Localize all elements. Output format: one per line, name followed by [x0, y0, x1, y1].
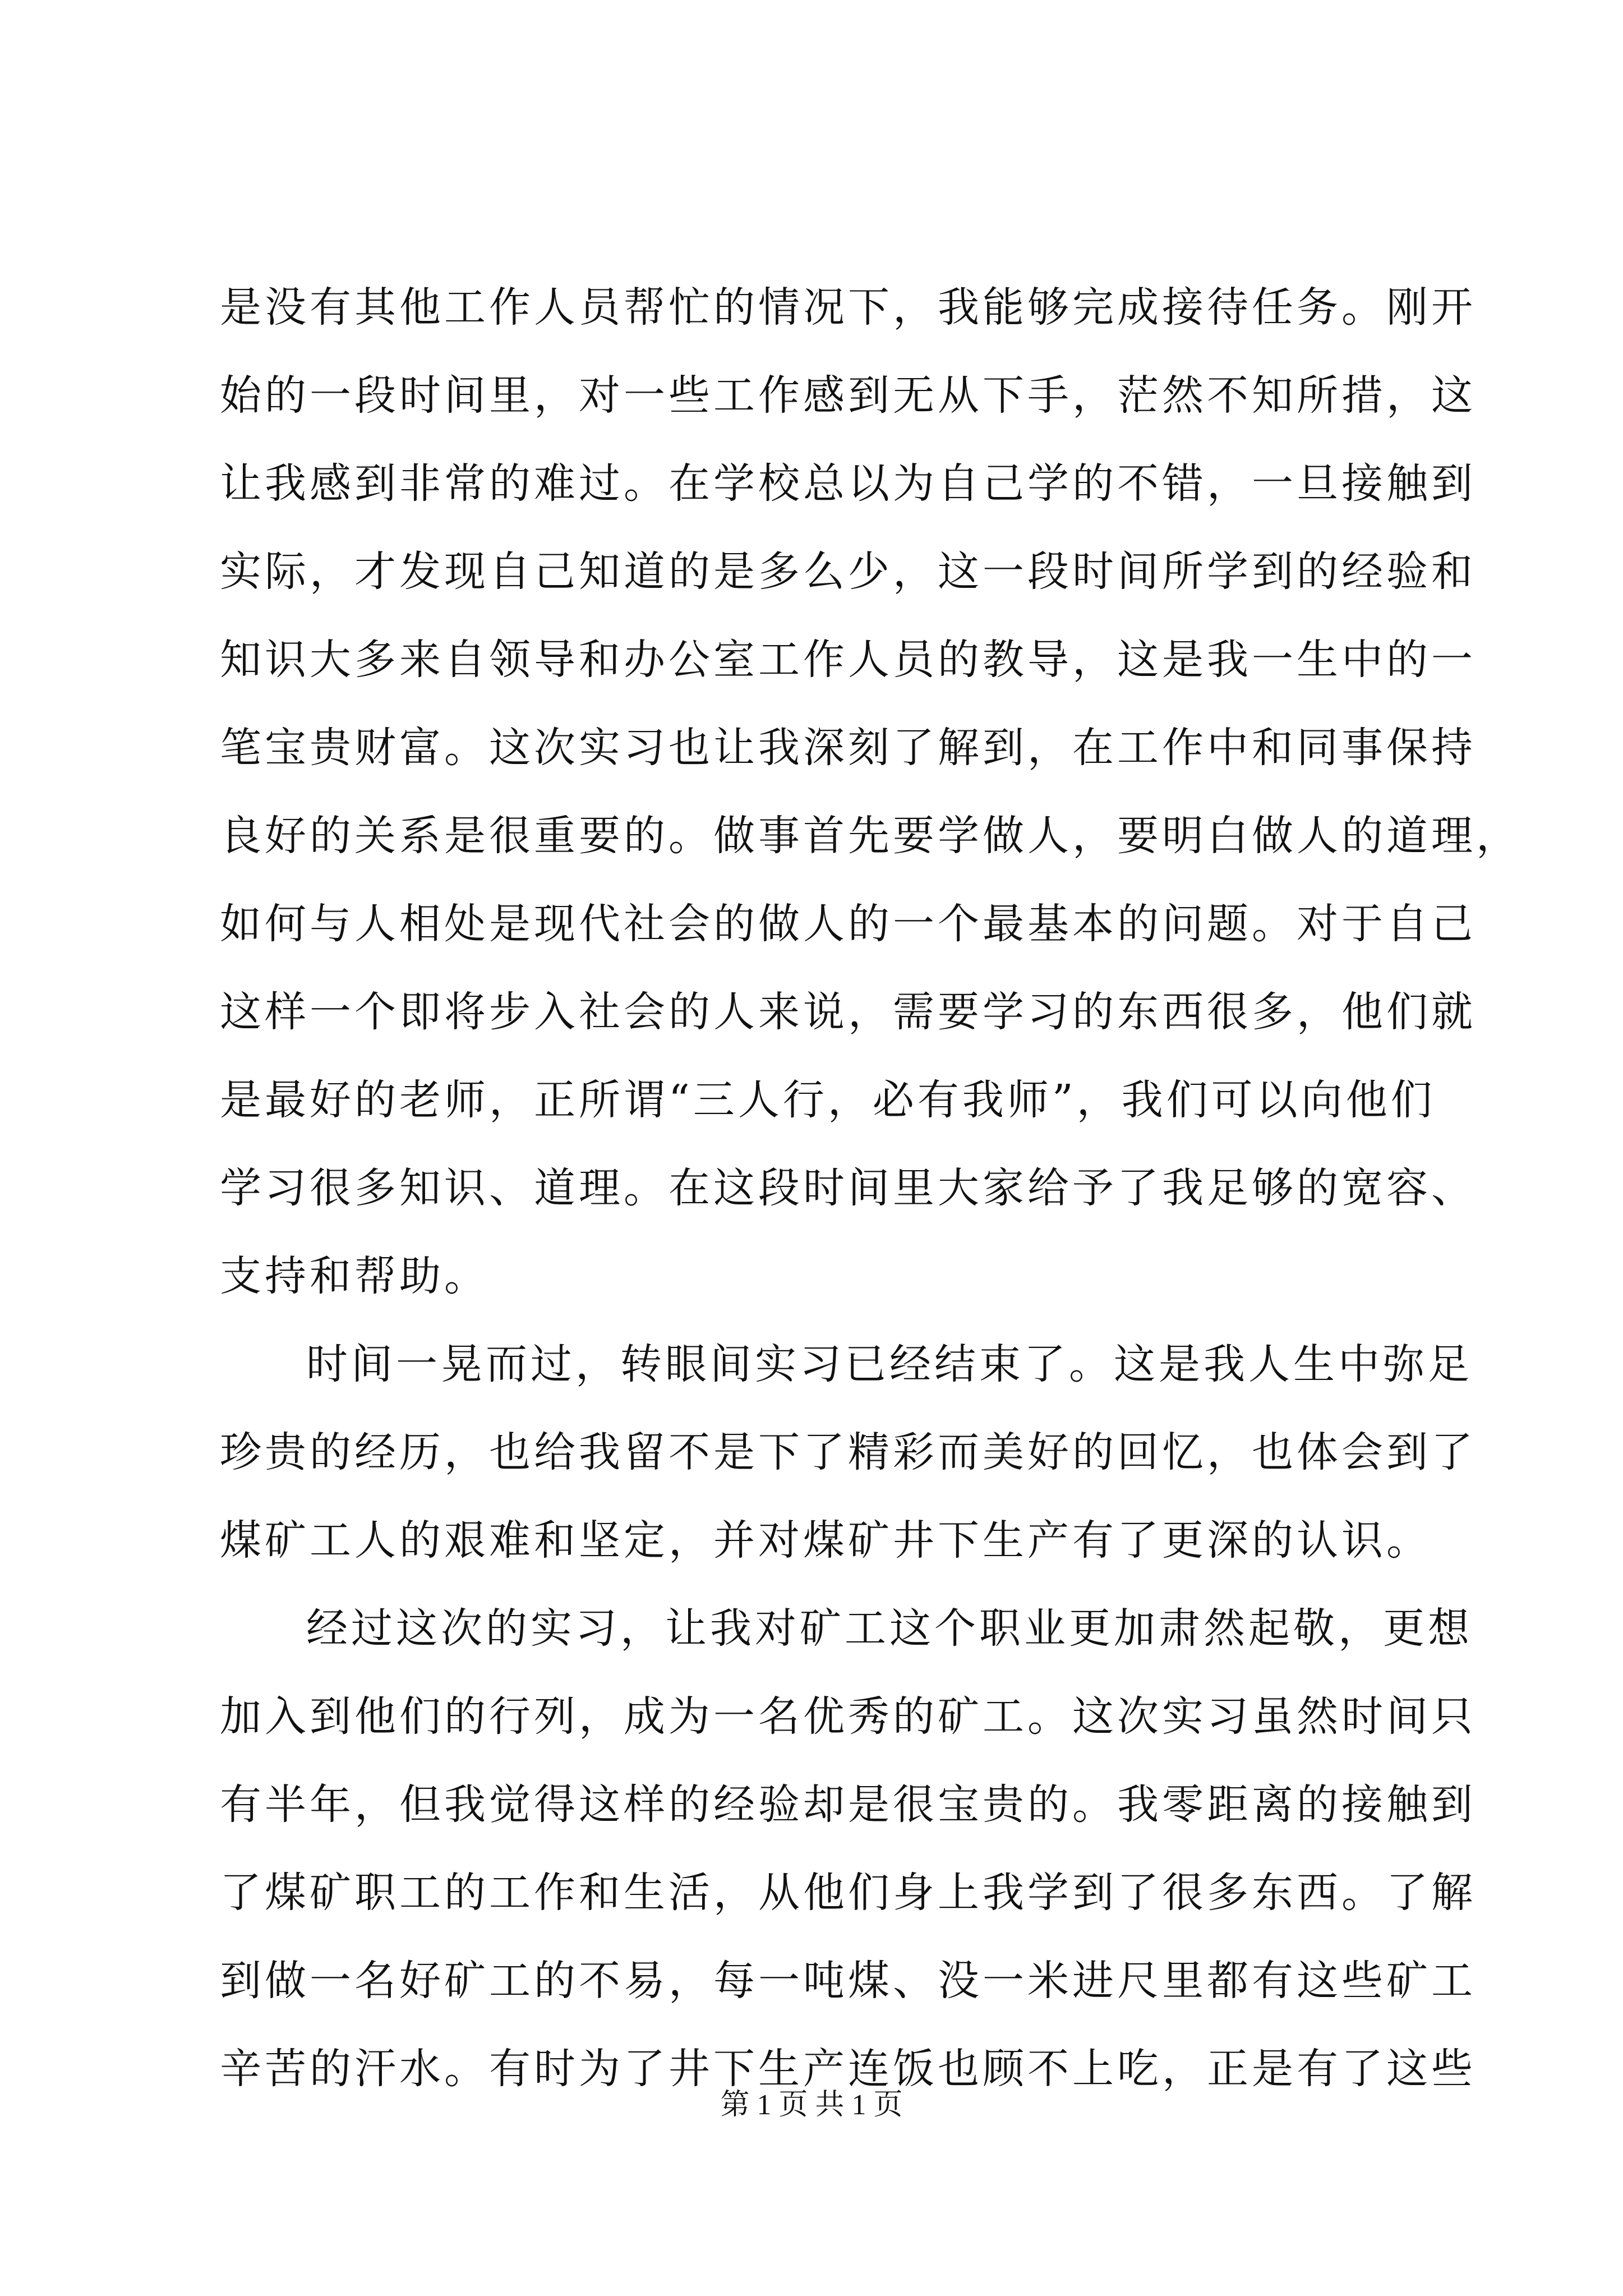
page-footer	[0, 2086, 1623, 2125]
text-line: 始的一段时间里，对一些工作感到无从下手，茫然不知所措，这	[220, 371, 1476, 420]
text-line: 辛苦的汗水。有时为了井下生产连饭也顾不上吃，正是有了这些	[220, 2045, 1476, 2093]
text-line: 是最好的老师，正所谓“三人行，必有我师”，我们可以向他们	[220, 1076, 1436, 1124]
paragraph-3	[220, 1585, 1476, 2113]
text-line: 知识大多来自领导和办公室工作人员的教导，这是我一生中的一	[220, 636, 1476, 684]
text-line: 经过这次的实习，让我对矿工这个职业更加肃然起敬，更想	[306, 1604, 1473, 1653]
text-line: 让我感到非常的难过。在学校总以为自己学的不错，一旦接触到	[220, 459, 1476, 508]
text-line: 有半年，但我觉得这样的经验却是很宝贵的。我零距离的接触到	[220, 1780, 1476, 1829]
text-line: 支持和帮助。	[220, 1252, 489, 1300]
document-body	[220, 264, 1521, 2113]
text-line: 实际，才发现自己知道的是多么少，这一段时间所学到的经验和	[220, 547, 1476, 596]
text-line: 珍贵的经历，也给我留不是下了精彩而美好的回忆，也体会到了	[220, 1428, 1476, 1476]
page-number-label: 第 1 页 共 1 页	[720, 2089, 903, 2121]
text-line: 了煤矿职工的工作和生活，从他们身上我学到了很多东西。了解	[220, 1869, 1476, 1917]
text-line: 这样一个即将步入社会的人来说，需要学习的东西很多，他们就	[220, 988, 1476, 1036]
text-line: 如何与人相处是现代社会的做人的一个最基本的问题。对于自己	[220, 900, 1476, 948]
text-line: 是没有其他工作人员帮忙的情况下，我能够完成接待任务。刚开	[220, 283, 1476, 332]
text-line: 加入到他们的行列，成为一名优秀的矿工。这次实习虽然时间只	[220, 1692, 1476, 1741]
text-line: 时间一晃而过，转眼间实习已经结束了。这是我人生中弥足	[306, 1340, 1473, 1388]
text-line: 良好的关系是很重要的。做事首先要学做人，要明白做人的道理，	[220, 812, 1521, 860]
text-line: 煤矿工人的艰难和坚定，并对煤矿井下生产有了更深的认识。	[220, 1516, 1431, 1565]
text-line: 学习很多知识、道理。在这段时间里大家给予了我足够的宽容、	[220, 1164, 1476, 1212]
paragraph-2	[220, 1320, 1476, 1585]
text-line: 到做一名好矿工的不易，每一吨煤、没一米进尺里都有这些矿工	[220, 1957, 1476, 2005]
text-line: 笔宝贵财富。这次实习也让我深刻了解到，在工作中和同事保持	[220, 724, 1476, 772]
paragraph-1	[220, 264, 1521, 1320]
